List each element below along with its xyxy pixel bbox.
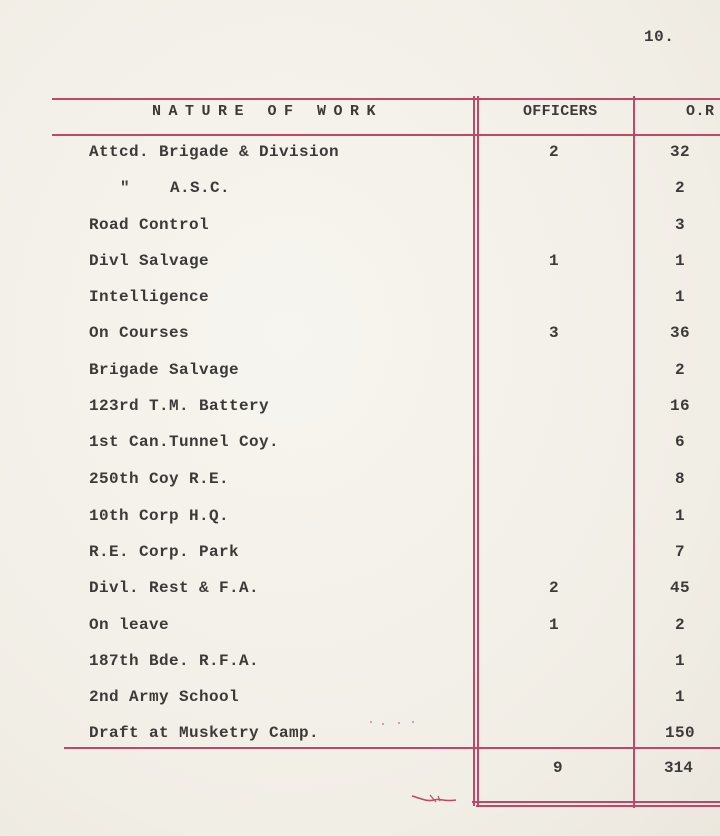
work-cell: " A.S.C. <box>120 179 231 197</box>
table-row <box>0 433 720 463</box>
or-cell: 1 <box>674 652 685 670</box>
table-row <box>0 179 720 209</box>
work-cell: 10th Corp H.Q. <box>89 507 230 525</box>
ink-speck <box>412 721 414 723</box>
ink-speck <box>398 722 400 724</box>
or-cell: 3 <box>674 216 685 234</box>
table-row <box>0 470 720 500</box>
total-officers: 9 <box>553 759 563 777</box>
or-cell: 2 <box>674 179 685 197</box>
work-cell: 250th Coy R.E. <box>89 470 230 488</box>
or-cell: 1 <box>674 288 685 306</box>
officers-cell: 2 <box>548 143 559 161</box>
table-row <box>0 252 720 282</box>
bottom-rule-1 <box>472 801 720 803</box>
total-other-ranks: 314 <box>664 759 693 777</box>
ink-flourish <box>410 790 460 806</box>
ink-speck <box>382 723 384 725</box>
or-cell: 2 <box>674 616 685 634</box>
work-cell: Brigade Salvage <box>89 361 240 379</box>
header-officers: OFFICERS <box>523 103 598 120</box>
officers-cell: 1 <box>548 616 559 634</box>
or-cell: 1 <box>674 507 685 525</box>
or-cell: 7 <box>674 543 685 561</box>
work-cell: Divl Salvage <box>89 252 210 270</box>
work-cell: On leave <box>89 616 170 634</box>
work-cell: 2nd Army School <box>89 688 240 706</box>
or-cell: 1 <box>674 688 685 706</box>
or-cell: 32 <box>669 143 690 161</box>
or-cell: 8 <box>674 470 685 488</box>
bottom-rule-2 <box>476 805 720 807</box>
table-row <box>0 616 720 646</box>
work-cell: Intelligence <box>89 288 210 306</box>
or-cell: 36 <box>669 324 690 342</box>
officers-cell: 2 <box>548 579 559 597</box>
or-cell: 150 <box>664 724 695 742</box>
work-cell: Road Control <box>89 216 210 234</box>
work-cell: 187th Bde. R.F.A. <box>89 652 260 670</box>
work-cell: R.E. Corp. Park <box>89 543 240 561</box>
table-row <box>0 288 720 318</box>
table-row <box>0 216 720 246</box>
officers-cell: 1 <box>548 252 559 270</box>
table-row <box>0 324 720 354</box>
or-cell: 2 <box>674 361 685 379</box>
or-cell: 45 <box>669 579 690 597</box>
work-cell: Divl. Rest & F.A. <box>89 579 260 597</box>
header-nature-of-work: NATURE OF WORK <box>152 103 384 120</box>
officers-cell: 3 <box>548 324 559 342</box>
table-row <box>0 579 720 609</box>
work-cell: On Courses <box>89 324 190 342</box>
table-row <box>0 688 720 718</box>
table-row <box>0 543 720 573</box>
work-cell: Attcd. Brigade & Division <box>89 143 340 161</box>
ink-speck <box>370 721 372 723</box>
header-other-ranks: O.R <box>686 103 715 120</box>
header-rule <box>52 134 720 136</box>
table-row <box>0 724 720 754</box>
table-row <box>0 507 720 537</box>
work-cell: Draft at Musketry Camp. <box>89 724 320 742</box>
top-rule <box>52 98 720 100</box>
table-row <box>0 652 720 682</box>
or-cell: 16 <box>669 397 690 415</box>
table-row <box>0 143 720 173</box>
table-row <box>0 361 720 391</box>
work-cell: 123rd T.M. Battery <box>89 397 270 415</box>
or-cell: 6 <box>674 433 685 451</box>
work-cell: 1st Can.Tunnel Coy. <box>89 433 280 451</box>
or-cell: 1 <box>674 252 685 270</box>
table-row <box>0 397 720 427</box>
page-number: 10. <box>644 28 675 46</box>
